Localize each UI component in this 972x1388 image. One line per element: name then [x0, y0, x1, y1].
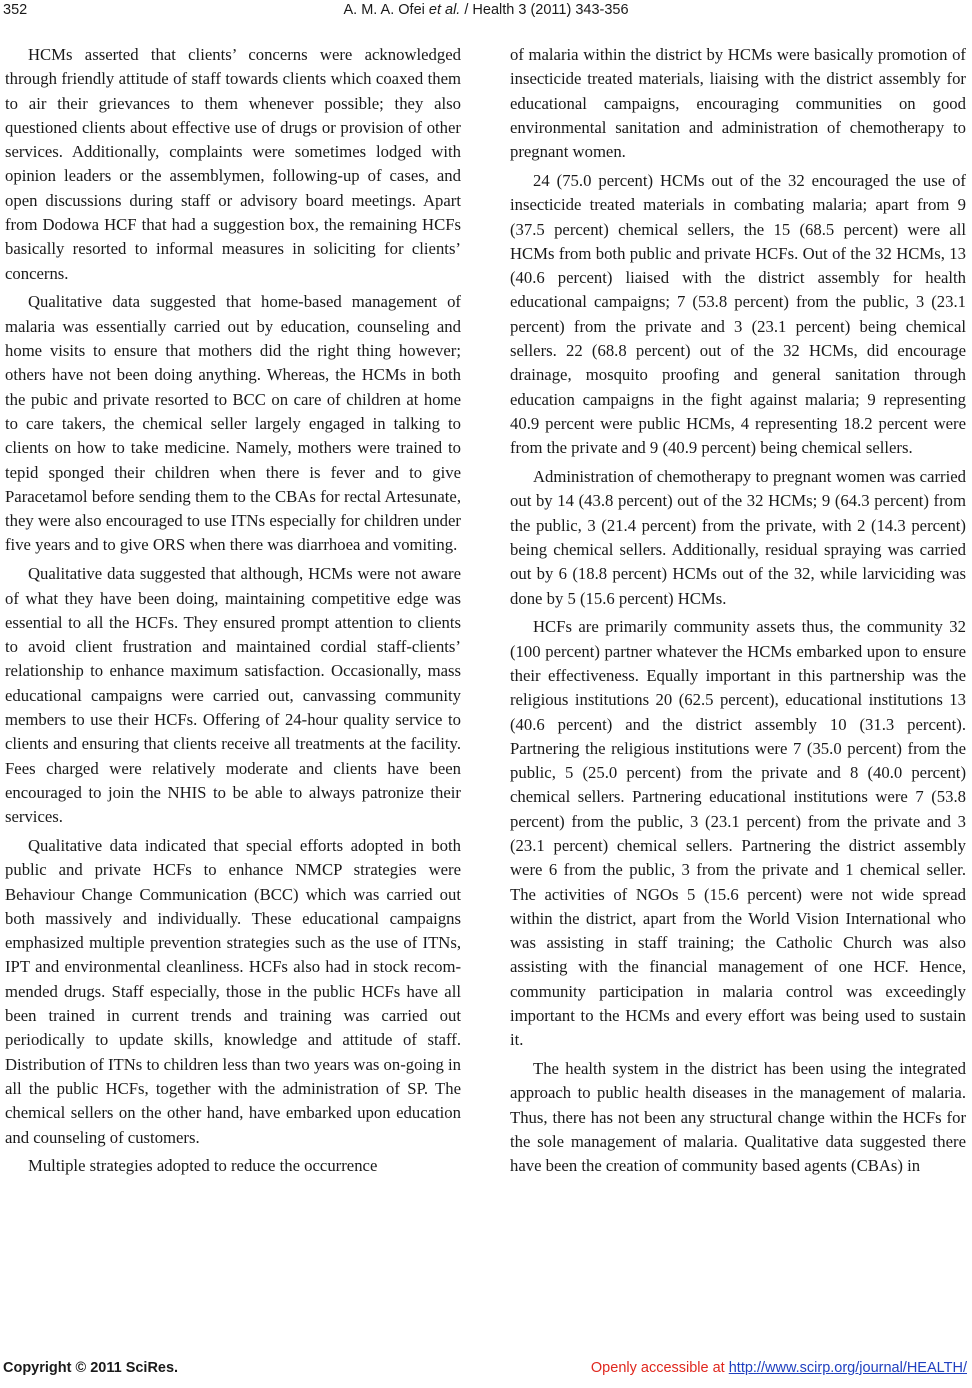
page-number: 352 [3, 2, 28, 18]
copyright-notice: Copyright © 2011 SciRes. [3, 1360, 179, 1376]
right-column [510, 43, 966, 1179]
open-access-notice [591, 1360, 967, 1376]
page-header [0, 0, 972, 30]
running-head [0, 2, 972, 18]
paragraph: Multiple strategies adopted to reduce the occurrence [28, 1156, 378, 1176]
paragraph: Qualitative data suggested that home-based management of malaria was essentially carried out by education, counseling and home visits to ensure that mothers did the right thing however; others have not been doing anything. Whereas, the HCMs in both the pubic and private resorted to BCC on care of children at home to care takers, the chemical seller largely engaged in talking to clients on how to take medicine. Namely, mothers were trained to tepid sponged their children when there is fever and to give Paracetamol before sending them to the CBAs for rectal Artesunate, they were also encouraged to use ITNs especially for children under five years and to give ORS when there was diarrhoea and vomiting. [5, 292, 461, 555]
paragraph: The health system in the district has been using the integrated approach to public health diseases in the management of malaria. Thus, there has not been any structural change within the HCFs for the sole management of malaria. Qualitative data suggested there have been the creation of community based agents (CBAs) in [510, 1059, 966, 1176]
paragraph: of malaria within the district by HCMs were basically promotion of insecticide treated materials, liaising with the district assembly for educational campaigns, encouraging communities on good environmental sanitation and administration of chemotherapy to pregnant women. [510, 45, 966, 162]
paragraph: Qualitative data suggested that although, HCMs were not aware of what they have been doing, maintaining competitive edge was essential to all the HCFs. They ensured prompt attention to clients to avoid client frustration and maintained cordial staff-clients’ relationship to enhance maximum satisfaction. Occasionally, mass educational campaigns were carried out, canvassing community members to use their HCFs. Offering of 24-hour quality service to clients and ensuring that clients receive all treatments at the facility. Fees charged were relatively moderate and clients have been encouraged to join the NHIS to be able to always patronize their services. [5, 564, 461, 827]
paragraph: HCFs are primarily community assets thus, the community 32 (100 percent) partner whatever the HCMs embarked upon to ensure their effectiveness. Equally important in this partnership was the religious institutions 20 (62.5 percent), educational institutions 13 (40.6 percent) and the district assembly 10 (31.3 percent). Partnering the religious institutions were 7 (35.0 percent) from the public, 5 (25.0 percent) from the private and 8 (40.0 percent) chemical sellers. Partnering educational institutions were 7 (53.8 percent) from the public, 3 (23.1 percent) from the private and 3 (23.1 percent) chemical sellers. Partnering the district assembly were 6 from the public, 3 from the private and 1 chemical seller. The activities of NGOs 5 (15.6 percent) were not wide spread within the district, apart from the World Vision International who was assisting in staff training; the Catholic Church was also assisting with the financial management of one HCF. Hence, community participation in malaria control was exceedingly important to the HCMs and every effort was being used to sustain it. [510, 617, 966, 1050]
paragraph: Administration of chemotherapy to pregnant women was carried out by 14 (43.8 percent) out of the 32 HCMs; 9 (64.3 percent) from the public, 3 (21.4 percent) from the private, with 2 (14.3 percent) being chemical sellers. Additionally, residual spraying was carried out by 6 (18.8 percent) HCMs out of the 32, while larviciding was done by 5 (15.6 percent) HCMs. [510, 467, 966, 608]
left-column [5, 43, 461, 1179]
running-head-etal: et al. [428, 2, 461, 18]
paragraph: 24 (75.0 percent) HCMs out of the 32 encouraged the use of insecticide treated materials in combating malaria; apart from 9 (37.5 percent) chemical sellers, the 15 (68.5 percent) were all HCMs from both public and private HCFs. Out of the 32 HCMs, 13 (40.6 percent) liaised with the district assembly for health educational campaigns; 7 (53.8 percent) from the public, 3 (23.1 percent) from the private and 3 (23.1 percent) being chemical sellers. 22 (68.8 percent) out of the 32 HCMs, did encourage drainage, mosquito proofing and general sanitation through education campaigns in the fight against malaria; 9 representing 40.9 percent were public HCMs, 4 representing 18.2 percent were from the private and 9 (40.9 percent) being chemical sellers. [510, 170, 966, 458]
page-footer [0, 1355, 972, 1385]
open-access-label: Openly accessible at [590, 1360, 729, 1376]
journal-link[interactable]: http://www.scirp.org/journal/HEALTH/ [728, 1360, 967, 1376]
running-head-author: A. M. A. Ofei [343, 2, 429, 18]
paragraph: HCMs asserted that clients’ concerns were acknowledged through friendly attitude of staff towards clients which coaxed them to air their grievances to them whenever possible; they also questioned clients about effective use of drugs or provision of other services. Additionally, complaints were sometimes lodged with opinion leaders or the assemblymen, following-up of cases, and open discussions during staff or advisory board meetings. Apart from Dodowa HCF that had a suggestion box, the remaining HCFs basically resorted to informal measures in soliciting for clients’ concerns. [5, 45, 461, 283]
paragraph: Qualitative data indicated that special efforts adopted in both public and private HCFs to enhance NMCP strategies were Behaviour Change Communication (BCC) which was carried out both massively and individually. These educational campaigns emphasized multiple prevention strategies such as the use of ITNs, IPT and environmental cleanliness. HCFs also had in stock recommended drugs. Staff especially, those in the public HCFs have all been trained in current trends and training was carried out periodically to update skills, knowledge and attitude of staff. Distribution of ITNs to children less than two years was on-going in all the public HCFs, together with the administration of SP. The chemical sellers on the other hand, have embarked upon education and counseling of customers. [5, 836, 461, 1147]
running-head-citation: / Health 3 (2011) 343-356 [460, 2, 629, 18]
